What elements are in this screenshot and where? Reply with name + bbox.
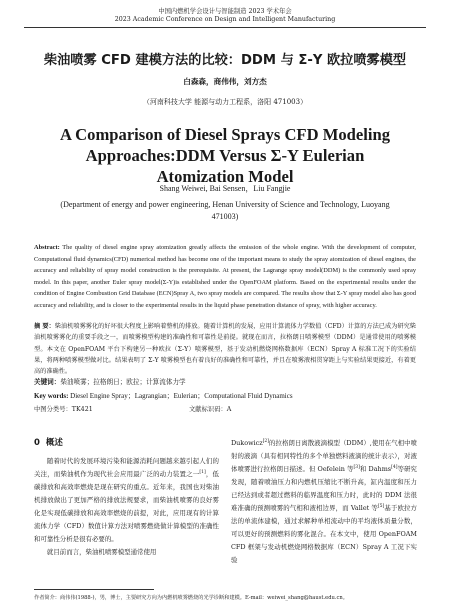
text-run: 和 Dahms	[359, 465, 392, 473]
affiliation-cn: （河南科技大学 能源与动力工程系，洛阳 471003）	[142, 98, 308, 106]
keywords-cn-text: 柴油喷雾；拉格朗日；欧拉；计算流体力学	[60, 378, 186, 386]
paragraph: 就目前而言，柴油机喷雾模型通常使用	[46, 548, 157, 556]
paper-title-cn: 柴油喷雾 CFD 建模方法的比较：DDM 与 Σ-Y 欧拉喷雾模型	[43, 53, 407, 68]
body-right-column	[231, 437, 417, 567]
text-run: 基于欧拉方法的单流体建模，通过求解种单相流动中的平均液体质量分数，可以更好的预测燃料的雾化混合。在本文中，使用 OpenFOAM CFD 框架与发动机燃烧网格数据库（ECN）Spray A 工况下实验	[231, 504, 417, 564]
paragraph	[34, 455, 219, 546]
paragraph	[231, 437, 417, 567]
clc-value: TK421	[71, 406, 93, 413]
section-title: 概述	[45, 438, 63, 448]
citation: [5]	[377, 503, 385, 509]
body-left-column	[34, 455, 219, 559]
abstract-en	[34, 242, 416, 311]
keywords-cn	[34, 376, 416, 386]
text-run: Dukowicz	[231, 439, 263, 447]
text-run: ，低碳排放和高效率燃烧是现在研究的重点。近年来，我国也对柴油机排放做出了更加严格的排放法规要求，而柴油机喷雾的良好雾化是实现低碳排放和高效率燃烧的前提，对此，应用现有的计算流体力学（CFD）数值计算方法对喷雾燃烧做计算模型的准确性和可靠性分析是很有必要的。	[34, 470, 219, 543]
citation: [2]	[262, 438, 270, 444]
conference-header-en: 2023 Academic Conference on Design and Intelligent Manufacturing	[114, 16, 336, 23]
keywords-cn-label: 关键词：	[34, 378, 61, 386]
abstract-cn	[34, 321, 416, 377]
section-heading	[34, 436, 63, 448]
affiliation-en: (Department of energy and power engineering, Henan University of Science and Technology, Luoyang 471003)	[60, 200, 390, 221]
doc-code	[189, 404, 231, 413]
conference-header-cn: 中国内燃机学会设计与智能制造 2023 学术年会	[158, 8, 292, 15]
citation: [4]	[391, 464, 398, 470]
authors-cn: 白森森，商伟伟，刘方杰	[183, 77, 267, 86]
header-rule	[24, 27, 426, 28]
keywords-en-label: Key words:	[34, 392, 69, 400]
classification-row	[34, 404, 416, 413]
abstract-cn-text: 柴油机喷雾雾化的好坏很大程度上影响着整机的排放。随着计算机的发展，应用计算流体力学数值（CFD）计算的方法已成为研究柴油机喷雾雾化的重要手段之一，而喷雾模型构建的准确性和可靠性是前提。就现在而言，拉格朗日喷雾模型（DDM）是通常使用的喷雾模型。本文在 OpenFOAM 平台下构建另一种欧拉（Σ-Y）喷雾模型，基于发动机燃烧网格数据库（ECN）Spray A 标准工况下的实验结果，将两种喷雾模型做对比。结果表明了 Σ-Y 喷雾模型也有着良好的准确性和可靠性，并且在喷雾液相贯穿距上与实验结果更接近，有着更高的准确性。	[34, 323, 416, 376]
doc-code-value: A	[226, 406, 232, 413]
text-run: 随着时代的发展环境污染和能源消耗问题越来越引起人们的关注，而柴油机作为现代社会应用最广泛的动力装置之一	[34, 457, 219, 478]
keywords-en	[34, 391, 416, 401]
text-run: 的拉格朗日离散液滴模型（DDM）,使用在气相中喷射的液滴（具有相同特性的多个单独燃料液滴的统计表示），对液体喷雾进行拉格朗日描述。但 Oefelein 等	[231, 439, 417, 473]
abstract-en-label: Abstract:	[34, 244, 60, 251]
authors-en: Shang Weiwei, Bai Sensen，Liu Fangjie	[159, 184, 291, 193]
section-number: 0	[34, 438, 40, 448]
paper-title-en: A Comparison of Diesel Sprays CFD Modeling Approaches:DDM Versus Σ-Y Eulerian Atomization Model	[59, 125, 391, 186]
abstract-cn-label: 摘 要：	[34, 323, 55, 330]
author-footnote: 作者简介：商伟伟(1988-)，男，博士，主要研究方向为内燃机喷雾燃烧的光学诊断和建模。E-mail：weiwei_shang@haust.edu.cn。	[34, 595, 348, 601]
clc-label: 中图分类号：	[34, 406, 72, 413]
citation: [3]	[353, 464, 360, 470]
text-run: 等研究发现，随着喷油压力和内燃机压缩比不断升高，缸内温度和压力已经达到或者超过燃料的临界温度和压力时，此时的 DDM 法很难准确的预测喷雾的气相和液相边界，而 Vallet 等	[231, 465, 417, 512]
keywords-en-text: Diesel Engine Spray；Lagrangian；Eulerian；Computational Fluid Dynamics	[70, 392, 293, 400]
footnote-rule	[34, 589, 154, 590]
citation: [1]	[199, 469, 206, 475]
abstract-en-text: The quality of diesel engine spray atomization greatly affects the emission of the whole engine. With the development of computer, Computational fluid dynamics(CFD) numerical method has become one of the important means to study the spray atomization of diesel engines, the accuracy and reliability of spray model construction is the prerequisite. At present, the Lagrange spray model(DDM) is the commonly used spray model. In this paper, another Euler spray model(Σ-Y)is established under the OpenFOAM platform. Based on the experimental results under the condition of Engine Combustion Grid Database (ECN)Spray A, two spray models are compared. The results show that Σ-Y spray model also has good accuracy and reliability, and is closer to the experimental results in the liquid phase penetration distance of spray, with higher accuracy.	[34, 244, 416, 309]
doc-code-label: 文献标识码：	[189, 406, 227, 413]
